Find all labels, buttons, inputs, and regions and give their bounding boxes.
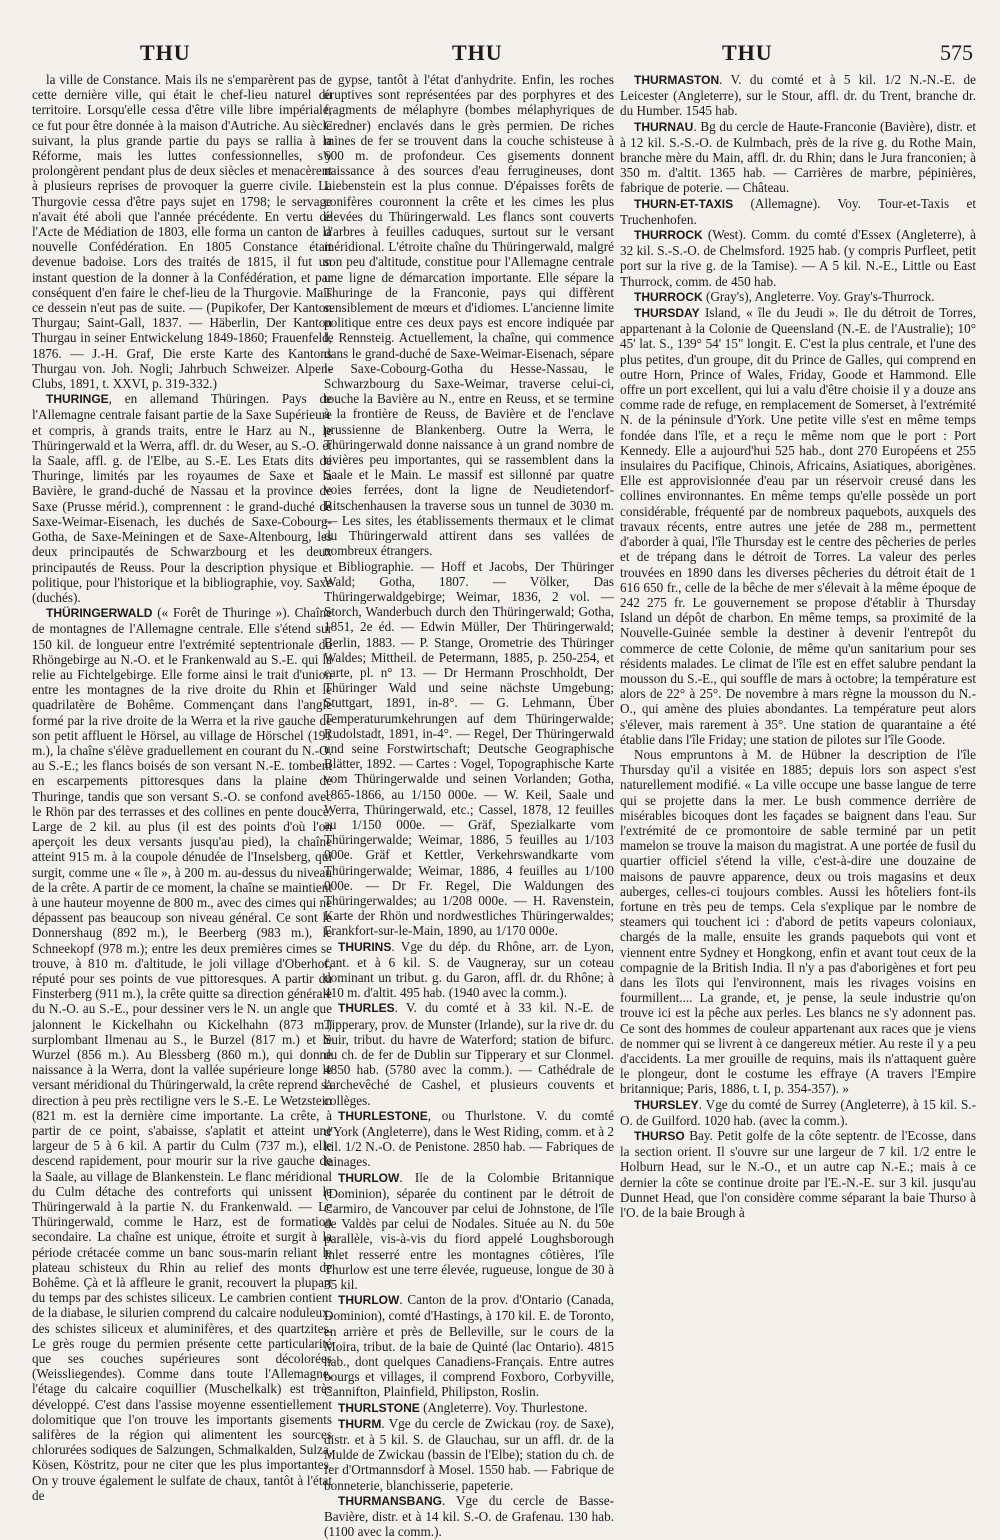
dictionary-entry: [324, 939, 614, 1001]
entry-headword: THURSO: [634, 1129, 685, 1144]
dictionary-entry: [324, 559, 614, 939]
entry-headword: THURN-ET-TAXIS: [634, 196, 734, 211]
entry-text: . Ile de la Colombie Britannique (Dominion), séparée du continent par le détroit de Carmiro, de Vancouver par celui de Johnstone, de l'île de Valdès par celui de Nodales. Située au N. du 50e parallèle, vis-à-vis du fiord appelé Loughsborough Inlet resserré entre les montagnes côtières, l'île Thurlow est une terre élevée, rugueuse, longue de 30 à 35 kil.: [324, 1169, 614, 1293]
entry-text: . Vge du comté de Surrey (Angleterre), à 15 kil. S.-O. de Guilford. 1020 hab. (avec la comm.).: [620, 1096, 976, 1128]
entry-headword: THURM: [338, 1416, 382, 1431]
entry-headword: THURMASTON: [634, 73, 720, 87]
entry-text: . Vge du dép. du Rhône, arr. de Lyon, cant. et à 6 kil. S. de Vaugneray, sur un coteau dominant un tribut. g. du Garon, affl. dr. du Rhône; à 410 m. d'altit. 495 hab. (1940 avec la comm.).: [324, 938, 614, 1001]
entry-text: . Bg du cercle de Haute-Franconie (Bavière), distr. et à 12 kil. S.-S.-O. de Kulmbach, près de la rive g. du Rothe Main, branche mère du Main, affl. dr. du Rhin; dans le Jura franconien; à 350 m. d'altit. 1365 hab. — Carrières de marbre, pépinières, fabrique de poterie. — Château.: [620, 118, 976, 196]
entry-text: . Vge du cercle de Basse-Bavière, distr. et à 14 kil. S.-O. de Grafenau. 130 hab. (1100 avec la comm.).: [324, 1492, 614, 1540]
dictionary-entry: [324, 1108, 614, 1170]
running-head-middle: THU: [452, 40, 503, 65]
column-2: [324, 72, 614, 1540]
entry-text: . Vge du cercle de Zwickau (roy. de Saxe), distr. et à 5 kil. S. de Glauchau, sur un affl. dr. de la Mulde de Zwickau (bassin de l'Elbe); station du ch. de fer d'Ortmannsdorf à Mosel. 1550 hab. — Fabrique de bonneterie, blanchisserie, papeterie.: [324, 1415, 614, 1493]
entry-text: (Angleterre). Voy. Thurlestone.: [419, 1399, 588, 1415]
dictionary-entry: [620, 1128, 976, 1220]
dictionary-entry: [620, 119, 976, 196]
dictionary-entry: [324, 1292, 614, 1399]
page-number: 575: [940, 40, 973, 65]
dictionary-entry: [324, 72, 614, 559]
entry-headword: THURROCK: [634, 289, 703, 304]
dictionary-entry: [620, 747, 976, 1097]
entry-text: . V. du comté et à 33 kil. N.-E. de Tipperary, prov. de Munster (Irlande), sur la rive dr. du Suir, tribut. du havre de Waterford; station de bifurc. du ch. de fer de Dublin sur Tipperary et sur Clonmel. 4850 hab. (5780 avec la comm.). — Cathédrale de l'archevêché de Cashel, et plusieurs couvents et collèges.: [324, 1000, 614, 1108]
entry-text: Bay. Petit golfe de la côte septentr. de l'Ecosse, dans la section orient. Il s'ouvre sur une largeur de 7 kil. 1/2 entre le Holburn Head, sur le N.-O., et un autre cap N.-E.; mais à ce dernier la côte se continue droite par l'E.-N.-E. sur 3 kil. jusqu'au Dunnet Head, que l'on considère comme séparant la baie Thurso à l'O. de la baie Brough à: [620, 1128, 976, 1221]
entry-text: gypse, tantôt à l'état d'anhydrite. Enfin, les roches éruptives sont représentées par des porphyres et des fragments de mélaphyre (bombes mélaphyriques de Credner) enclavés dans le grès permien. De riches mines de fer se trouvent dans la couche schisteuse à 600 m. de profondeur. Ces gisements donnent naissance à des sources d'eau ferrugineuses, dont Liebenstein est la plus connue. D'épaisses forêts de conifères couronnent la crête et les cimes les plus élevées du Thüringerwald. Les flancs sont couverts d'arbres à feuilles caduques, surtout sur le versant méridional. L'étroite chaîne du Thüringerwald, malgré son peu d'altitude, constitue pour l'Allemagne centrale une ligne de démarcation importante. Elle sépare la Thuringe de la Franconie, pays qui diffèrent sensiblement de mœurs et d'idiomes. L'ancienne limite politique entre ces deux pays est encore indiquée par le Rennsteig. Actuellement, la chaîne, qui commence dans le grand-duché de Saxe-Weimar-Eisenach, sépare le Saxe-Cobourg-Gotha du Hesse-Nassau, le Schwarzbourg du Saxe-Weimar, traverse celui-ci, touche la Bavière au N., entre en Reuss, et se termine à la frontière de Reuss, de Bavière et de l'enclave prussienne de Blankenberg. Outre la Werra, le Thüringerwald donne naissance à un grand nombre de rivières peu importantes, qui se rassemblent dans la Saale et le Main. Le massif est sillonné par quatre voies ferrées, dont la ligne de Neudietendorf-Ritschenhausen la traverse sous un tunnel de 3030 m. — Les sites, les établissements thermaux et le climat du Thüringerwald attirent dans ses vallées de nombreux étrangers.: [324, 72, 614, 559]
entry-headword: THURLESTONE: [338, 1108, 428, 1123]
entry-text: (« Forêt de Thuringe »). Chaîne de montagnes de l'Allemagne centrale. Elle s'étend sur 150 kil. de longueur entre l'extrémité septentrionale du Rhöngebirge au N.-O. et le Frankenwald au S.-E. qui la relie au Fichtelgebirge. Elle forme ainsi le trait d'union entre les montagnes de la rive droite du Rhin et le quadrilatère de Bohême. Commençant dans l'angle formé par la rive droite de la Werra et la rive gauche de son petit affluent le Hörsel, au village de Hörschel (191 m.), la chaîne s'élève graduellement en courant du N.-O. au S.-E.; les flancs boisés de son versant N.-E. tombent en escarpements pittoresques dans la plaine de Thuringe, tandis que son versant S.-O. se confond avec le Rhön par des terrasses et des collines en pente douce. Large de 2 kil. au plus (il est des points d'où l'on aperçoit les deux versants jusqu'au pied), la chaîne atteint 915 m. à la coupole dénudée de l'Inselsberg, qui surgit, comme une « île », à 200 m. au-dessus du niveau de la crête. A partir de ce moment, la chaîne se maintient à une hauteur moyenne de 800 m., avec des cimes qui ne dépassent pas beaucoup son niveau général. Ce sont le Donnershaug (892 m.), le Beerberg (983 m.), le Schneekopf (978 m.); entre les deux premières cimes se trouve, à 810 m. d'altitude, le joli village d'Oberhof, réputé pour ses points de vue pittoresques. A partir du Finsterberg (911 m.), la crête quitte sa direction générale du N.-O. au S.-E., pour dessiner vers le N. un angle que jalonnent le Kickelhahn ou Kickelhahn (873 m.) surplombant Ilmenau au S., le Burzel (817 m.) et le Wurzel (856 m.). Au Blessberg (860 m.), qui donne naissance à la Werra, dont la vallée supérieure longe le versant méridional du Thüringerwald, la crête reprend sa direction à peu près rectiligne vers le S.-E. Le Wetzstein (821 m. est la dernière cime importante. La crête, à partir de ce point, s'abaisse, s'aplatit et atteint une largeur de 5 à 6 kil. A partir du Culm (737 m.), elle descend rapidement, pour mourir sur la rive gauche de la Saale, au village de Blankenstein. Le flanc méridional du Culm détache des contreforts qui unissent le Thüringerwald à la partie N. du Frankenwald. — Le Thüringerwald, comme le Harz, est de formation secondaire. La chaîne est unique, étroite et surgit à la période crétacée comme un banc sous-marin reliant le plateau schisteux du Rhin au relief des monts de Bohême. Çà et là affleure le granit, recouvert la plupart du temps par des schistes siliceux. Le cambrien contient de la diabase, le silurien comprend du calcaire noduleux, des schistes siliceux et aluminifères, et des quartzites. Le grès rouge du permien présente cette particularité que ses couches supérieures sont décolorées (Weissliegendes). Comme dans toute l'Allemagne, l'étage du calcaire coquillier (Muschelkalk) est très développé. C'est dans l'assise moyenne essentiellement dolomitique que l'on trouve les importants gisements salifères de la région qui alimentent les sources chlorurées sodiques de Salzungen, Schmalkalden, Sulza, Kösen, Köstritz, pour ne citer que les plus importantes. On y trouve également le sulfate de chaux, tantôt à l'état de: [32, 605, 332, 1503]
entry-headword: THURROCK: [634, 228, 703, 243]
entry-text: (West). Comm. du comté d'Essex (Angleterre), à 32 kil. S.-S.-O. de Chelmsford. 1925 hab. (y compris Purfleet, petit port sur la rive g. de la Tamise). — A 5 kil. N.-E., Little ou East Thurrock, comm. de 450 hab.: [620, 227, 976, 289]
entry-text: Island, « île du Jeudi ». Ile du détroit de Torres, appartenant à la Colonie de Queensland (N.-E. de l'Australie); 10° 45' lat. S., 139° 54' 15" longit. E. C'est la plus centrale, et l'une des plus petites, d'un groupe, dit du Prince de Galles, qui comprend en outre Horn, Prince of Wales, Friday, Goode et Hammond. Elle offre un port excellent, qui lui a valu d'être choisie il y a douze ans comme rade de refuge, en remplacement de Somerset, à l'extrémité N. de la péninsule d'York. Une petite ville s'est en même temps fondée dans l'île, et a reçu le même nom que le port : Port Kennedy. Elle a aujourd'hui 525 hab., dont 270 Européens et 255 insulaires du Pacifique, Chinois, Africains, Asiatiques, aborigènes. Elle est approvisionnée d'eau par un réservoir creusé dans les collines environnantes. En même temps qu'elle possède un port considérable, fréquenté par de nombreux paquebots, auxquels des travaux récents, entre autres une jetée de 288 m., permettent d'aborder à quai, l'île Thursday est le centre des pêcheries de perles et de trépang dans le détroit de Torres. La valeur des perles trouvées en 1890 dans les diverses pêcheries du détroit était de 1 616 650 fr., celle de la bêche de mer s'élevait à la même époque de 242 275 fr. Le gouvernement se propose d'établir à Thursday Island un dépôt de charbon. En même temps, sa proximité de la Nouvelle-Guinée semble la destiner à devenir l'entrepôt du commerce de cette Colonie, de même qu'un sanitarium pour ses résidents malades. Le climat de l'île est en effet salubre pendant la mousson du S.-E., qui souffle de mars à octobre; la température est alors de 22° à 25°. De novembre à mars règne la mousson du N.-O., qui amène des pluies abondantes. La température peut alors s'élever, mais rarement à 35°. Une station de quarantaine a été établie dans l'île Friday; une station de pilotes sur l'île Goode.: [620, 305, 976, 747]
dictionary-entry: [620, 1097, 976, 1128]
entry-headword: THURLOW: [338, 1293, 400, 1308]
column-3: [620, 72, 976, 1422]
page-header: [0, 0, 1000, 70]
dictionary-entry: [324, 1400, 614, 1416]
entry-headword: THURSLEY: [634, 1097, 699, 1112]
entry-headword: THURLOW: [338, 1170, 400, 1185]
entry-headword: THÜRINGERWALD: [46, 606, 153, 621]
entry-headword: THURSDAY: [634, 306, 700, 321]
entry-headword: THURNAU: [634, 119, 694, 134]
dictionary-entry: [620, 196, 976, 227]
dictionary-entry: [324, 1493, 614, 1540]
entry-headword: THURMANSBANG: [338, 1493, 442, 1508]
entry-headword: THURINS: [338, 939, 392, 954]
dictionary-entry: [32, 72, 332, 391]
entry-text: . V. du comté et à 5 kil. 1/2 N.-N.-E. de Leicester (Angleterre), sur le Stour, affl. dr. du Trent, branche dr. du Humber. 1545 hab.: [620, 72, 976, 119]
column-1: [32, 72, 332, 1503]
entry-text: (Gray's), Angleterre. Voy. Gray's-Thurrock.: [702, 288, 935, 304]
entry-text: la ville de Constance. Mais ils ne s'emparèrent pas de cette dernière ville, qui était le chef-lieu naturel du territoire. Lorsqu'elle cessa d'être ville libre impériale, ce fut pour être donnée à la maison d'Autriche. Au siècle suivant, la plus grande partie du pays se rallia à la Réforme, mais les luttes confessionnelles, s'y prolongèrent pendant plus de deux siècles et menacèrent à plusieurs reprises de provoquer la guerre civile. La Thurgovie cessa d'être pays sujet en 1798; le servage n'avait été aboli que l'année précédente. En vertu de l'Acte de Médiation de 1803, elle forma un canton de la nouvelle Confédération. En 1805 Constance était devenue badoise. Lors des traités de 1815, il fut un instant question de la donner à la Confédération, et par conséquent d'en faire le chef-lieu de la Thurgovie. Mais ce dessein n'eut pas de suite. — (Pupikofer, Der Kanton Thurgau; Saint-Gall, 1837. — Häberlin, Der Kanton Thurgau in seiner Entwickelung 1849-1860; Frauenfeld, 1876. — J.-H. Graf, Die erste Karte des Kantons Thurgau von. Joh. Nogli; Jahrbuch Schweizer. Alpen-Clubs, 1891, t. XXVI, p. 319-332.): [32, 72, 332, 392]
entry-text: Bibliographie. — Hoff et Jacobs, Der Thüringer Wald; Gotha, 1807. — Völker, Das Thüringerwaldgebirge; Weimar, 1836, 2 vol. — Storch, Wanderbuch durch den Thüringerwald; Gotha, 1851, 2e éd. — Edwin Müller, Der Thüringerwald; Berlin, 1883. — P. Stange, Orometrie des Thüringer Waldes; Mittheil. de Petermann, 1885, p. 250-254, et carte, pl. n° 13. — Dr Hermann Proschholdt, Der Thüringer Wald und seine nächste Umgebung; Stuttgart, 1891, in-8°. — G. Lehmann, Über Temperaturumkehrungen auf dem Thüringerwalde; Rudolstadt, 1891, in-4°. — Regel, Der Thüringerwald und seine Forstwirtschaft; Deutsche Geographische Blätter, 1892. — Cartes : Vogel, Topographische Karte vom Thüringerwalde und seinen Vorlanden; Gotha, 1865-1866, au 1/150 000e. — W. Keil, Saale und Werra, Thüringerwald, etc.; Cassel, 1878, 12 feuilles au 1/150 000e. — Gräf, Spezialkarte vom Thüringerwalde; Weimar, 1886, 5 feuilles au 1/103 000e. Gräf et Kettler, Verkehrswandkarte vom Thüringerwalde; Weimar, 1886, 4 feuilles au 1/100 000e. — Dr Fr. Regel, Die Waldungen des Thüringerwaldes; au 1/208 000e. — H. Ravenstein, Karte der Rhön und nordwestliches Thüringerwaldes; Frankfort-sur-le-Main, 1890, au 1/170 000e.: [324, 558, 614, 939]
dictionary-entry: [32, 391, 332, 605]
entry-text: Nous empruntons à M. de Hübner la description de l'île Thursday qu'il a visitée en 1885; depuis lors son aspect s'est naturellement modifié. « La ville occupe une basse langue de terre qui se projette dans la mer. Le bush commence derrière de misérables bicoques dont les façades se baignent dans l'eau. Sur l'extrémité de ce promontoire de sable terminé par un petit mamelon se trouve la maison du magistrat. A une portée de fusil du quartier officiel s'étend la ville, c'est-à-dire une douzaine de maisons de pauvre apparence, deux ou trois magasins et deux auberges, celles-ci toujours combles. Aussi les hôteliers font-ils fortune en très peu de temps. Cela s'explique par le nombre de steamers qui touchent ici : d'abord de petits vapeurs coloniaux, chargés de la malle, ensuite les grands paquebots qui vont et viennent entre Sydney et Hongkong, enfin et avant tout ceux de la compagnie de la British India. Il n'y a pas d'aborigènes et fort peu dans les îlots qui l'environnent, mais les rivages voisins en fourmillent.... La grande, et, je pense, la seule industrie qu'on trouve ici est la pêche aux perles. Les blancs ne s'y adonnent pas. Ce sont des hommes de couleur appartenant aux races que je viens de nommer qui se livrent à ce dangereux métier. Au reste il y a peu d'accidents. La mer grouille de requins, mais ils n'attaquent guère le plongeur, dont le costume les effraye (A travers l'Empire britannique; Paris, 1886, t. I, p. 354-357). »: [620, 746, 976, 1097]
entry-text: , ou Thurlstone. V. du comté d'York (Angleterre), dans le West Riding, comm. et à 2 kil. 1/2 N.-O. de Penistone. 2850 hab. — Fabriques de lainages.: [324, 1107, 614, 1170]
dictionary-entry: [620, 289, 976, 305]
entry-text: . Canton de la prov. d'Ontario (Canada, Dominion), comté d'Hastings, à 170 kil. E. de Toronto, en arrière et près de Belleville, sur le cours de la Moira, tribut. de la baie de Quinté (lac Ontario). 4815 hab., dont quelques Canadiens-Français. Entre autres bourgs et villages, il comprend Foxboro, Corbyville, Cannifton, Plainfield, Philipston, Roslin.: [324, 1292, 614, 1400]
entry-headword: THURLES: [338, 1001, 395, 1016]
dictionary-entry: [620, 72, 976, 119]
running-head-left: THU: [140, 40, 191, 65]
entry-headword: THURLSTONE: [338, 1400, 420, 1415]
dictionary-entry: [324, 1000, 614, 1107]
dictionary-entry: [324, 1170, 614, 1293]
entry-text: , en allemand Thüringen. Pays de l'Allemagne centrale faisant partie de la Saxe Supérieure et compris, à grands traits, entre le Harz au N., le Thüringerwald et la Werra, affl. dr. du Weser, au S.-O. et la Saale, affl. g. de l'Elbe, au S.-E. Les Etats dits de Thuringe, limités par les royaumes de Saxe et la Bavière, le grand-duché de Nassau et la province de Saxe (Prusse mérid.), comprennent : le grand-duché de Saxe-Weimar-Eisenach, les duchés de Saxe-Cobourg-Gotha, de Saxe-Meiningen et de Saxe-Altenbourg, les deux principautés de Schwarzbourg et les deux principautés de Reuss. Pour la description physique et politique, pour l'historique et la bibliographie, voy. Saxe (duchés).: [32, 391, 332, 605]
dictionary-entry: [620, 227, 976, 289]
dictionary-entry: [620, 305, 976, 747]
entry-headword: THURINGE: [46, 392, 109, 407]
running-head-right: THU: [722, 40, 773, 65]
dictionary-entry: [32, 605, 332, 1503]
entry-text: (Allemagne). Voy. Tour-et-Taxis et Truchenhofen.: [620, 195, 976, 227]
dictionary-entry: [324, 1416, 614, 1493]
